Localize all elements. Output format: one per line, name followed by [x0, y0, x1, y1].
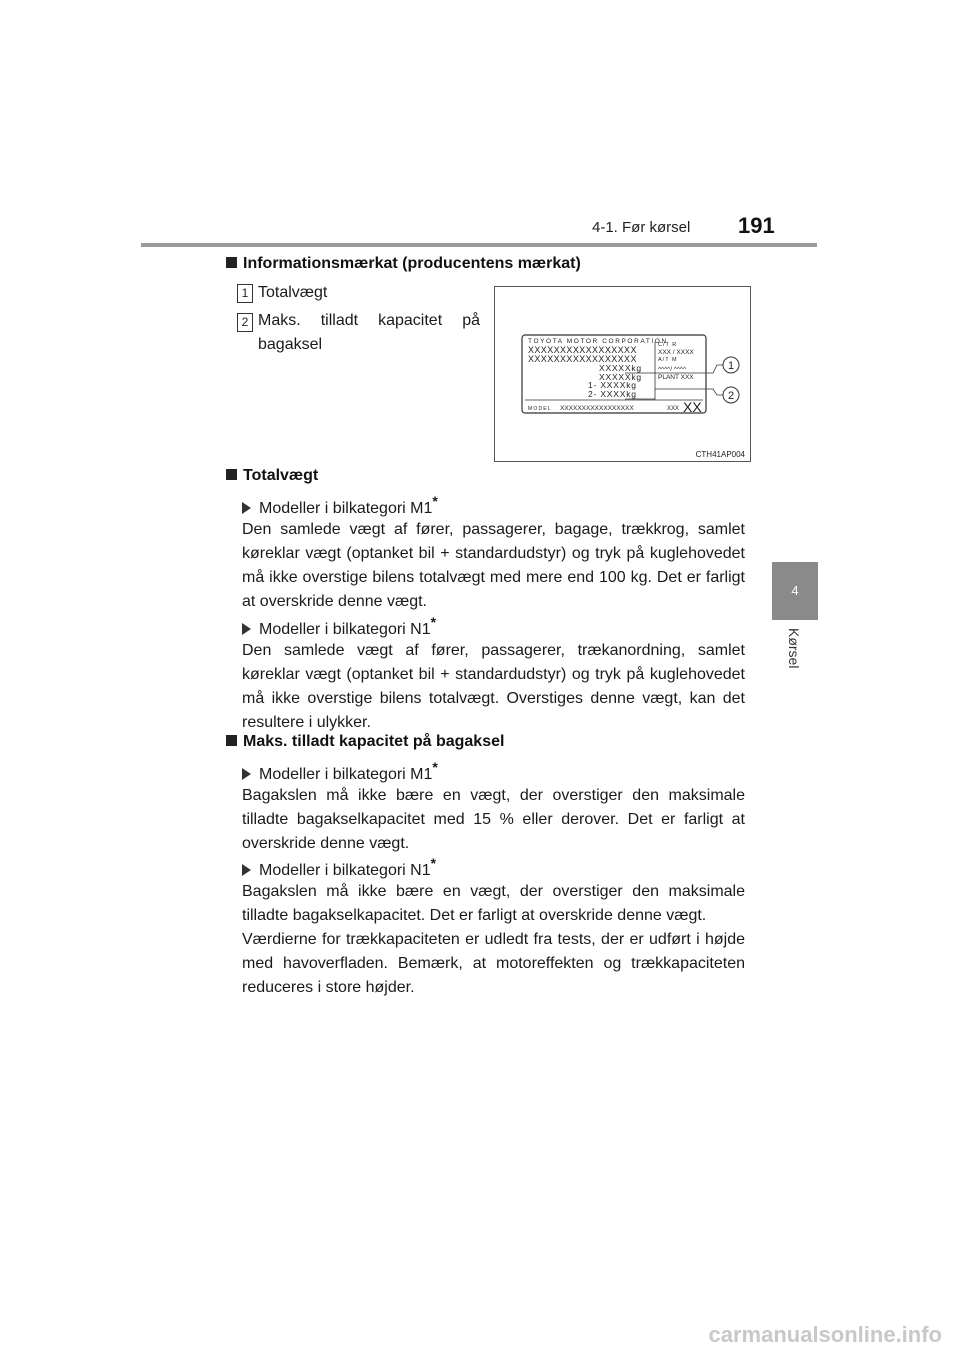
section-title: 4-1. Før kørsel: [592, 219, 691, 236]
label-atm: A/T M: [658, 357, 678, 363]
label-plant: PLANT XXX: [658, 374, 694, 381]
label-weight2: XXXXXkg: [599, 372, 642, 382]
figure-code: CTH41AP004: [695, 450, 745, 459]
towing-note: Værdierne for trækkapaciteten er udledt fra tests, der er udført i højde med havoverfladen. Bemærk, at motoreffekten og trækkapaciteten reduceres i store højder.: [242, 931, 745, 996]
square-bullet-icon: [226, 257, 237, 268]
figure-section-heading: [226, 255, 581, 273]
label-weight3: 1- XXXXkg: [588, 380, 637, 390]
triangle-bullet-icon: [242, 623, 251, 635]
label-figure: [494, 286, 751, 462]
square-bullet-icon: [226, 469, 237, 480]
label-atm-value: ^^^^/ ^^^^: [658, 366, 687, 373]
watermark: carmanualsonline.info: [708, 1322, 942, 1347]
label-xxx: XXX: [667, 406, 680, 412]
total-n1-text: Den samlede vægt af fører, passagerer, trækanordning, samlet køreklar vægt (optanket bil + standardudstyr) og tryk på kuglehovedet må ikke overstige bilens totalvægt. Overstiges denne vægt, kan det resultere i ulykker.: [242, 642, 745, 731]
chapter-tab-label: [780, 628, 810, 698]
callout-1-label: 1: [727, 360, 735, 372]
axle-m1-label: [242, 759, 438, 784]
figure-section-heading-text: Informationsmærkat (producentens mærkat): [243, 255, 581, 272]
axle-heading-text: Maks. tilladt kapacitet på bagaksel: [243, 733, 505, 750]
footnote-star: *: [432, 493, 438, 509]
item-number-2: 2: [237, 313, 253, 332]
label-ctr: C/T R: [658, 342, 678, 348]
axle-m1-text: Bagakslen må ikke bære en vægt, der overstiger den maksimale tilladte bagakselkapacitet med 15 % eller derover. Det er farligt at overskride denne vægt.: [242, 787, 745, 852]
triangle-bullet-icon: [242, 768, 251, 780]
label-company: TOYOTA MOTOR CORPORATION: [528, 338, 668, 345]
footnote-star: *: [430, 855, 437, 871]
total-m1-label-text: Modeller i bilkategori M1: [259, 500, 433, 517]
total-m1-label: [242, 493, 438, 518]
label-weight1: XXXXXkg: [599, 363, 642, 373]
label-big-xx: XX: [683, 399, 702, 415]
total-heading-text: Totalvægt: [243, 467, 319, 484]
total-heading: [226, 467, 318, 485]
axle-n1-label-text: Modeller i bilkategori N1: [259, 862, 431, 879]
footnote-star: *: [430, 614, 437, 630]
manufacturer-label-illustration: [495, 287, 750, 461]
label-weight4: 2- XXXXkg: [588, 389, 637, 399]
label-line1: XXXXXXXXXXXXXXXXX: [528, 345, 637, 355]
triangle-bullet-icon: [242, 864, 251, 876]
callout-2-label: 2: [727, 390, 735, 402]
item-number-1: 1: [237, 284, 253, 303]
page-number: 191: [738, 213, 775, 238]
item-text-2: Maks. tilladt kapacitet på bagaksel: [258, 312, 480, 353]
header-divider: [141, 243, 817, 247]
axle-heading: [226, 733, 504, 751]
label-ctr-value: XXX / XXXX: [658, 349, 694, 356]
triangle-bullet-icon: [242, 502, 251, 514]
axle-n1-text: Bagakslen må ikke bære en vægt, der overstiger den maksimale tilladte bagakselkapacitet. Det er farligt at overskride denne vægt.: [242, 883, 745, 924]
total-n1-label: [242, 614, 436, 639]
axle-n1-label: [242, 855, 436, 880]
square-bullet-icon: [226, 735, 237, 746]
item-text-1: Totalvægt: [258, 284, 328, 301]
chapter-tab-label-text: Kørsel: [786, 628, 802, 669]
label-model-value: XXXXXXXXXXXXXXXXX: [560, 405, 634, 412]
total-m1-text: Den samlede vægt af fører, passagerer, bagage, trækkrog, samlet køreklar vægt (optanket bil + standardudstyr) og tryk på kuglehovedet må ikke overstige bilens totalvægt med mere end 100 kg. Det er farligt at overskride denne vægt.: [242, 521, 745, 610]
label-line2: XXXXXXXXXXXXXXXXX: [528, 354, 637, 364]
label-model: MODEL: [528, 406, 552, 412]
footnote-star: *: [432, 759, 438, 775]
chapter-tab-number: 4: [772, 562, 818, 620]
total-n1-label-text: Modeller i bilkategori N1: [259, 621, 431, 638]
axle-m1-label-text: Modeller i bilkategori M1: [259, 766, 433, 783]
